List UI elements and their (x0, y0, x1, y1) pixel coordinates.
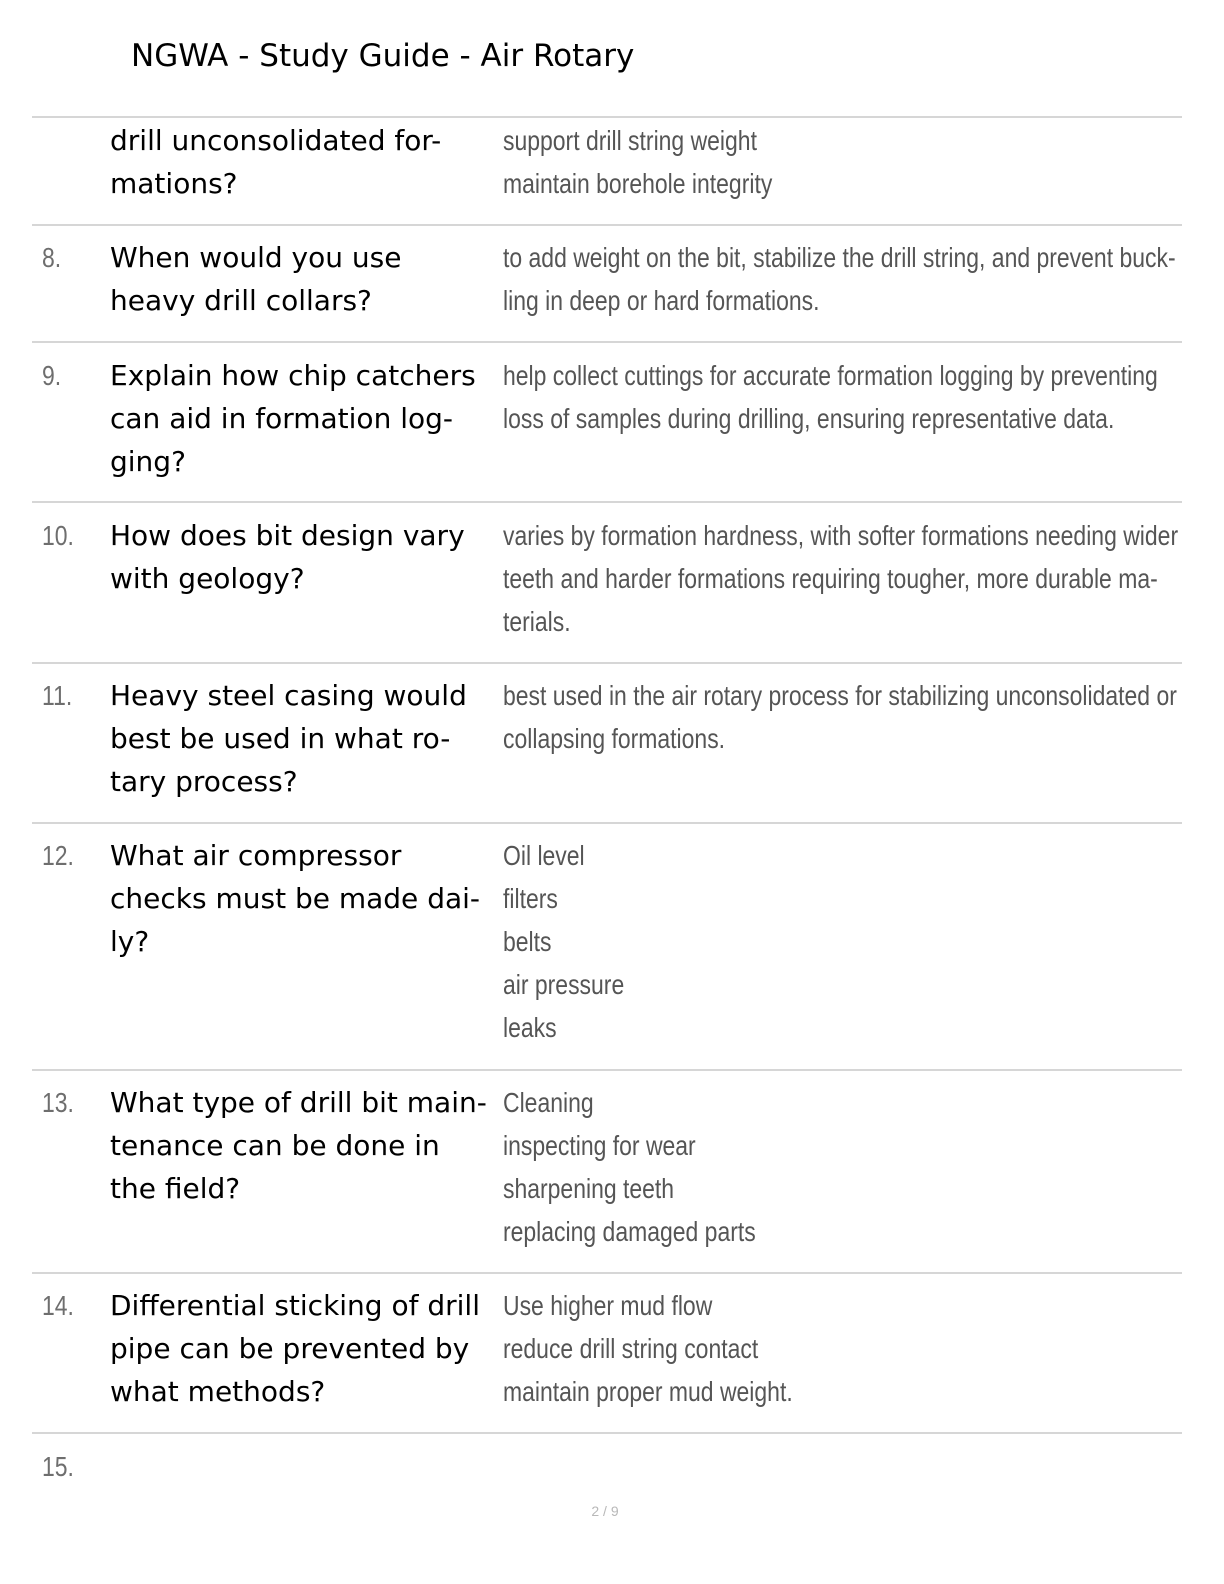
answer-line: reduce drill string contact (503, 1333, 759, 1364)
row-divider (32, 116, 1182, 118)
row-divider (32, 501, 1182, 503)
card-question (110, 514, 505, 600)
card-answer (503, 354, 1158, 440)
card-answer (503, 236, 1176, 322)
question-line: with geology? (110, 562, 305, 595)
question-line: tenance can be done in (110, 1129, 440, 1162)
page-number: 2 / 9 (591, 1503, 619, 1519)
question-line: Explain how chip catchers (110, 359, 476, 392)
answer-line: collapsing formations. (503, 723, 726, 754)
question-line: pipe can be prevented by (110, 1332, 470, 1365)
answer-line: Use higher mud flow (503, 1290, 713, 1321)
row-divider (32, 1272, 1182, 1274)
question-line: what methods? (110, 1375, 326, 1408)
question-line: ly? (110, 925, 150, 958)
question-line: How does bit design vary (110, 519, 465, 552)
card-number: 11. (42, 680, 73, 711)
card-answer (503, 514, 1178, 643)
card-number: 8. (42, 242, 62, 273)
answer-line: filters (503, 883, 558, 914)
question-line: What type of drill bit main- (110, 1086, 487, 1119)
question-line: Heavy steel casing would (110, 679, 467, 712)
answer-line: to add weight on the bit, stabilize the drill string, and prevent buck- (503, 242, 1176, 273)
question-line: the field? (110, 1172, 241, 1205)
answer-line: sharpening teeth (503, 1173, 675, 1204)
row-divider (32, 1069, 1182, 1071)
answer-line: belts (503, 926, 552, 957)
card-number: 14. (42, 1290, 74, 1321)
answer-line: replacing damaged parts (503, 1216, 756, 1247)
answer-line: air pressure (503, 969, 625, 1000)
card-question (110, 834, 505, 963)
question-line: ging? (110, 445, 186, 478)
page-title: NGWA - Study Guide - Air Rotary (131, 38, 635, 74)
answer-line: teeth and harder formations requiring tougher, more durable ma- (503, 563, 1158, 594)
row-divider (32, 1432, 1182, 1434)
card-number: 13. (42, 1087, 74, 1118)
answer-line: ling in deep or hard formations. (503, 285, 820, 316)
answer-line: maintain proper mud weight. (503, 1376, 793, 1407)
card-number: 12. (42, 840, 74, 871)
answer-line: varies by formation hardness, with softer formations needing wider (503, 520, 1179, 551)
answer-line: support drill string weight (503, 125, 757, 156)
card-question (110, 236, 505, 322)
row-divider (32, 224, 1182, 226)
question-line: best be used in what ro- (110, 722, 451, 755)
answer-line: best used in the air rotary process for stabilizing unconsolidated or (503, 680, 1177, 711)
card-answer (503, 119, 772, 205)
question-line: drill unconsolidated for- (110, 124, 442, 157)
row-divider (32, 341, 1182, 343)
question-line: When would you use (110, 241, 402, 274)
card-question (110, 1081, 505, 1210)
answer-line: Oil level (503, 840, 585, 871)
question-line: What air compressor (110, 839, 402, 872)
card-question (110, 354, 505, 483)
card-number: 10. (42, 520, 74, 551)
row-divider (32, 662, 1182, 664)
answer-line: Cleaning (503, 1087, 594, 1118)
card-answer (503, 1284, 793, 1413)
question-line: tary process? (110, 765, 298, 798)
question-line: can aid in formation log- (110, 402, 453, 435)
card-question (110, 1284, 505, 1413)
card-answer (503, 674, 1177, 760)
card-question (110, 119, 505, 205)
row-divider (32, 822, 1182, 824)
card-answer (503, 1081, 756, 1253)
answer-line: inspecting for wear (503, 1130, 696, 1161)
card-number: 15. (42, 1451, 74, 1482)
answer-line: maintain borehole integrity (503, 168, 773, 199)
question-line: heavy drill collars? (110, 284, 372, 317)
question-line: checks must be made dai- (110, 882, 481, 915)
card-question (110, 674, 505, 803)
answer-line: loss of samples during drilling, ensuring representative data. (503, 403, 1115, 434)
answer-line: leaks (503, 1012, 557, 1043)
question-line: mations? (110, 167, 238, 200)
question-line: Differential sticking of drill (110, 1289, 480, 1322)
answer-line: terials. (503, 606, 571, 637)
answer-line: help collect cuttings for accurate formation logging by preventing (503, 360, 1158, 391)
card-number: 9. (42, 360, 62, 391)
card-answer (503, 834, 624, 1049)
